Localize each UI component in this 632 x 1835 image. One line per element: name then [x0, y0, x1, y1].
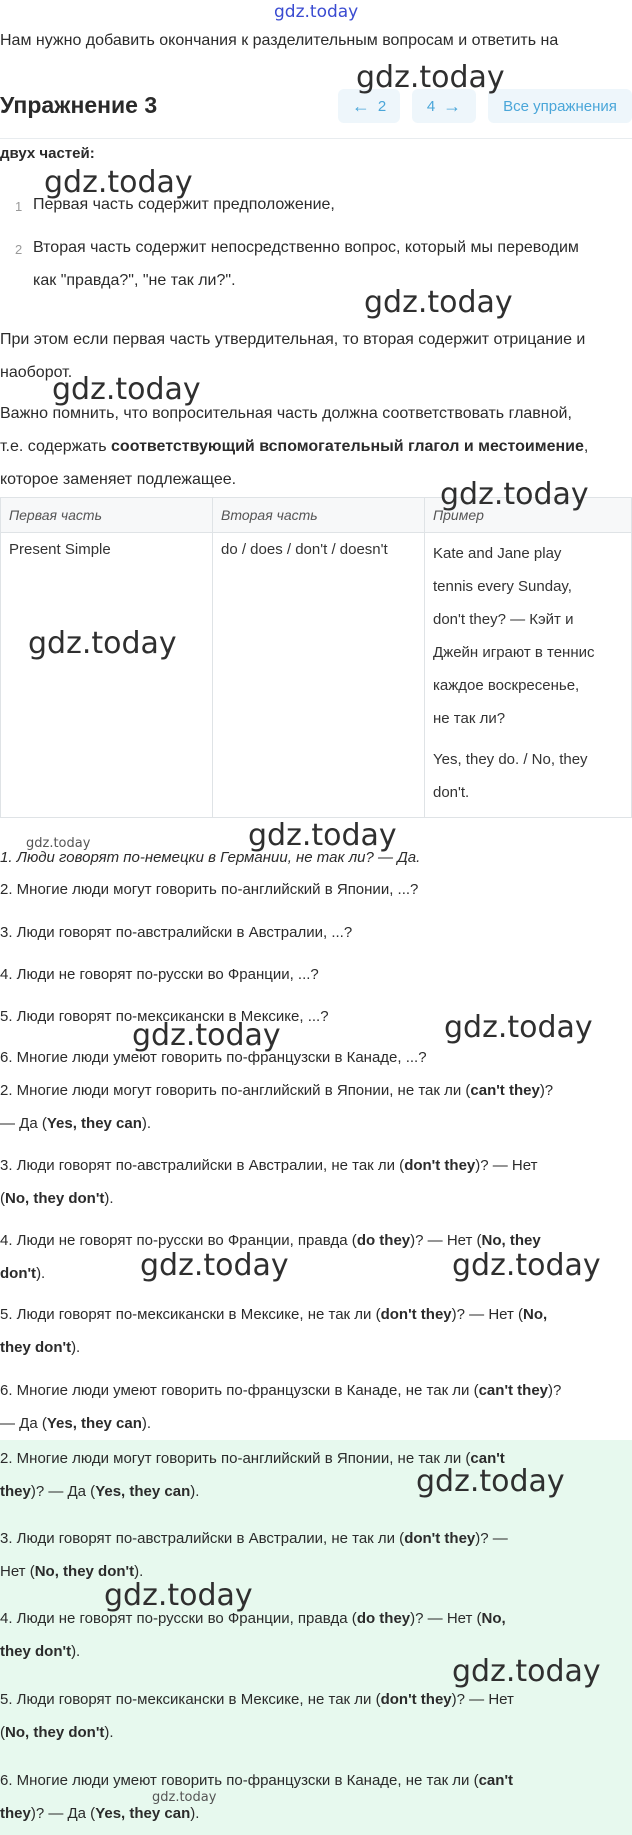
green-answer-4: [0, 1643, 80, 1660]
grammar-table: [0, 497, 632, 842]
text-span: )? —: [475, 1530, 508, 1547]
text-span: — Да (: [0, 1415, 47, 1432]
theory-paragraph-2: Важно помнить, что вопросительная часть должна соответствовать главной,: [0, 405, 572, 422]
text-span: )? — Нет (: [451, 1306, 524, 1323]
watermark-logo: gdz.today: [52, 372, 201, 407]
watermark-logo: gdz.today: [416, 1464, 565, 1499]
green-answer-6: [0, 1772, 513, 1789]
bold-text: No,: [481, 1610, 506, 1627]
example-line: don't.: [433, 784, 470, 801]
text-span: )? — Нет (: [410, 1610, 482, 1627]
text-span: ).: [190, 1483, 200, 1500]
text-span: 3. Люди говорят по-австралийски в Австралии, не так ли (: [0, 1157, 405, 1174]
text-span: )? — Нет: [475, 1157, 538, 1174]
answer-4: [0, 1265, 45, 1282]
green-answer-6: [0, 1805, 199, 1822]
text-span: 2. Многие люди могут говорить по-английский в Японии, не так ли (: [0, 1082, 471, 1099]
table-header: Пример: [425, 498, 632, 533]
bold-text: don't: [0, 1265, 37, 1282]
example-line: Yes, they do. / No, they: [433, 751, 588, 768]
watermark-logo: gdz.today: [248, 818, 397, 853]
theory-paragraph-2: которое заменяет подлежащее.: [0, 471, 237, 488]
bold-text: they don't: [0, 1643, 72, 1660]
answer-2: [0, 1082, 553, 1099]
bold-text: they: [0, 1483, 31, 1500]
example-line: Kate and Jane play: [433, 545, 562, 562]
watermark-logo: gdz.today: [44, 165, 193, 200]
text-span: (: [0, 1724, 5, 1741]
text-span: ).: [190, 1805, 200, 1822]
text-span: (: [0, 1190, 5, 1207]
list-item-2-line2: как "правда?", "не так ли?".: [33, 272, 236, 289]
task-3: 3. Люди говорят по-австралийски в Австралии, ...?: [0, 924, 353, 941]
watermark-logo: gdz.today: [132, 1018, 281, 1053]
theory-lead: двух частей:: [0, 145, 95, 162]
answer-2: [0, 1115, 151, 1132]
task-5: 5. Люди говорят по-мексикански в Мексике, ...?: [0, 1008, 329, 1025]
theory-paragraph-2: [0, 438, 588, 456]
text-span: Нет (: [0, 1563, 35, 1580]
bold-text: do they: [356, 1232, 411, 1249]
answer-3: [0, 1157, 537, 1174]
green-answer-4: [0, 1610, 506, 1627]
text-span: ).: [141, 1415, 152, 1432]
text-span: )?: [548, 1382, 562, 1399]
list-number: 2: [15, 242, 23, 257]
text-span: )? — Да (: [30, 1805, 96, 1822]
bold-text: don't they: [404, 1157, 476, 1174]
answer-3: [0, 1190, 114, 1207]
text-span: 4. Люди не говорят по-русски во Франции, правда (: [0, 1232, 357, 1249]
text-span: ,: [583, 438, 589, 455]
watermark-logo: gdz.today: [140, 1248, 289, 1283]
example-line: не так ли?: [433, 710, 506, 727]
text-span: 5. Люди говорят по-мексикански в Мексике, не так ли (: [0, 1691, 381, 1708]
list-item-2-line1: Вторая часть содержит непосредственно вопрос, который мы переводим: [33, 239, 579, 256]
text-span: — Да (: [0, 1115, 47, 1132]
bold-text: don't they: [380, 1691, 452, 1708]
green-answer-5: [0, 1724, 114, 1741]
watermark-logo: gdz.today: [356, 60, 505, 95]
task-6: 6. Многие люди умеют говорить по-французски в Канаде, ...?: [0, 1049, 427, 1066]
bold-text: they don't: [0, 1339, 72, 1356]
task-4: 4. Люди не говорят по-русски во Франции, ...?: [0, 966, 319, 983]
green-answer-5: [0, 1691, 514, 1708]
answer-6: [0, 1382, 561, 1399]
page-title: Упражнение 3: [0, 92, 158, 118]
watermark-logo: gdz.today: [104, 1578, 253, 1613]
text-span: ).: [71, 1339, 81, 1356]
bold-text: Yes, they can: [95, 1805, 191, 1822]
table-header: Вторая часть: [213, 498, 425, 533]
watermark-logo: gdz.today: [452, 1248, 601, 1283]
text-span: )? — Нет: [451, 1691, 514, 1708]
text-span: )?: [539, 1082, 554, 1099]
text-span: 2. Многие люди могут говорить по-английский в Японии, не так ли (: [0, 1450, 471, 1467]
text-span: ).: [104, 1190, 114, 1207]
watermark-logo: gdz.today: [26, 836, 91, 851]
table-cell-example: [425, 533, 632, 818]
watermark-logo: gdz.today: [28, 626, 177, 661]
bold-text: don't they: [380, 1306, 452, 1323]
text-span: ).: [36, 1265, 46, 1282]
bold-text: don't they: [404, 1530, 476, 1547]
watermark-logo: gdz.today: [440, 477, 589, 512]
next-exercise-button[interactable]: [412, 89, 476, 123]
exercise-header: [0, 78, 632, 139]
green-answer-2: [0, 1450, 505, 1467]
bold-text: they: [0, 1805, 31, 1822]
bold-text: Yes, they can: [46, 1115, 142, 1132]
table-row: [1, 533, 632, 818]
bold-text: Yes, they can: [46, 1415, 142, 1432]
arrow-right-icon: →: [443, 95, 462, 116]
example-line: каждое воскресенье,: [433, 677, 580, 694]
task-2: 2. Многие люди могут говорить по-английский в Японии, ...?: [0, 881, 419, 898]
green-answer-2: [0, 1483, 199, 1500]
theory-paragraph-1: При этом если первая часть утвердительная, то вторая содержит отрицание и: [0, 331, 586, 348]
green-answer-3: [0, 1530, 508, 1547]
answer-4: [0, 1232, 541, 1249]
text-span: т.е. содержать: [0, 438, 112, 455]
text-span: ).: [141, 1115, 152, 1132]
text-span: 6. Многие люди умеют говорить по-французски в Канаде, не так ли (: [0, 1772, 479, 1789]
example-line: tennis every Sunday,: [433, 578, 572, 595]
bold-text: can't they: [470, 1082, 540, 1099]
bold-text: No, they: [481, 1232, 541, 1249]
bold-text: Yes, they can: [95, 1483, 191, 1500]
arrow-left-icon: ←: [351, 95, 370, 116]
text-span: 5. Люди говорят по-мексикански в Мексике, не так ли (: [0, 1306, 381, 1323]
bold-text: do they: [356, 1610, 411, 1627]
watermark-logo: gdz.today: [452, 1654, 601, 1689]
text-span: )? — Нет (: [410, 1232, 482, 1249]
text-span: 4. Люди не говорят по-русски во Франции, правда (: [0, 1610, 357, 1627]
list-number: 1: [15, 199, 23, 214]
prev-exercise-button[interactable]: [338, 89, 400, 123]
watermark-logo: gdz.today: [152, 1790, 217, 1805]
text-span: ).: [134, 1563, 144, 1580]
table-header: Первая часть: [1, 498, 213, 533]
text-span: ).: [71, 1643, 81, 1660]
list-item-1: Первая часть содержит предположение,: [33, 196, 335, 213]
green-answer-3: [0, 1563, 143, 1580]
prev-exercise-label: 2: [377, 97, 387, 115]
answer-5: [0, 1306, 547, 1323]
answer-6: [0, 1415, 151, 1432]
next-exercise-label: 4: [426, 97, 436, 115]
example-line: Джейн играют в теннис: [433, 644, 595, 661]
text-span: ).: [104, 1724, 114, 1741]
answer-5: [0, 1339, 80, 1356]
bold-text: can't: [470, 1450, 505, 1467]
bold-text: соответствующий вспомогательный глагол и местоимение: [111, 438, 584, 455]
watermark-logo: gdz.today: [364, 285, 513, 320]
table-cell: Present Simple: [1, 533, 213, 818]
theory-paragraph-1: наоборот.: [0, 364, 73, 381]
bold-text: can't: [478, 1772, 514, 1789]
watermark-logo: gdz.today: [444, 1010, 593, 1045]
example-line: don't they? — Кэйт и: [433, 611, 574, 628]
text-span: 6. Многие люди умеют говорить по-французски в Канаде, не так ли (: [0, 1382, 479, 1399]
all-exercises-button[interactable]: [488, 89, 632, 123]
text-span: 3. Люди говорят по-австралийски в Австралии, не так ли (: [0, 1530, 405, 1547]
task-1: 1. Люди говорят по-немецки в Германии, не так ли? — Да.: [0, 849, 421, 866]
bold-text: No, they don't: [34, 1563, 135, 1580]
all-exercises-label: Все упражнения: [503, 97, 617, 115]
bold-text: No,: [523, 1306, 548, 1323]
intro-text: Нам нужно добавить окончания к разделительным вопросам и ответить на: [0, 32, 559, 49]
bold-text: can't they: [478, 1382, 549, 1399]
watermark-logo: gdz.today: [274, 2, 359, 22]
bold-text: No, they don't: [5, 1724, 105, 1741]
text-span: )? — Да (: [30, 1483, 96, 1500]
table-cell: do / does / don't / doesn't: [213, 533, 425, 818]
bold-text: No, they don't: [5, 1190, 105, 1207]
